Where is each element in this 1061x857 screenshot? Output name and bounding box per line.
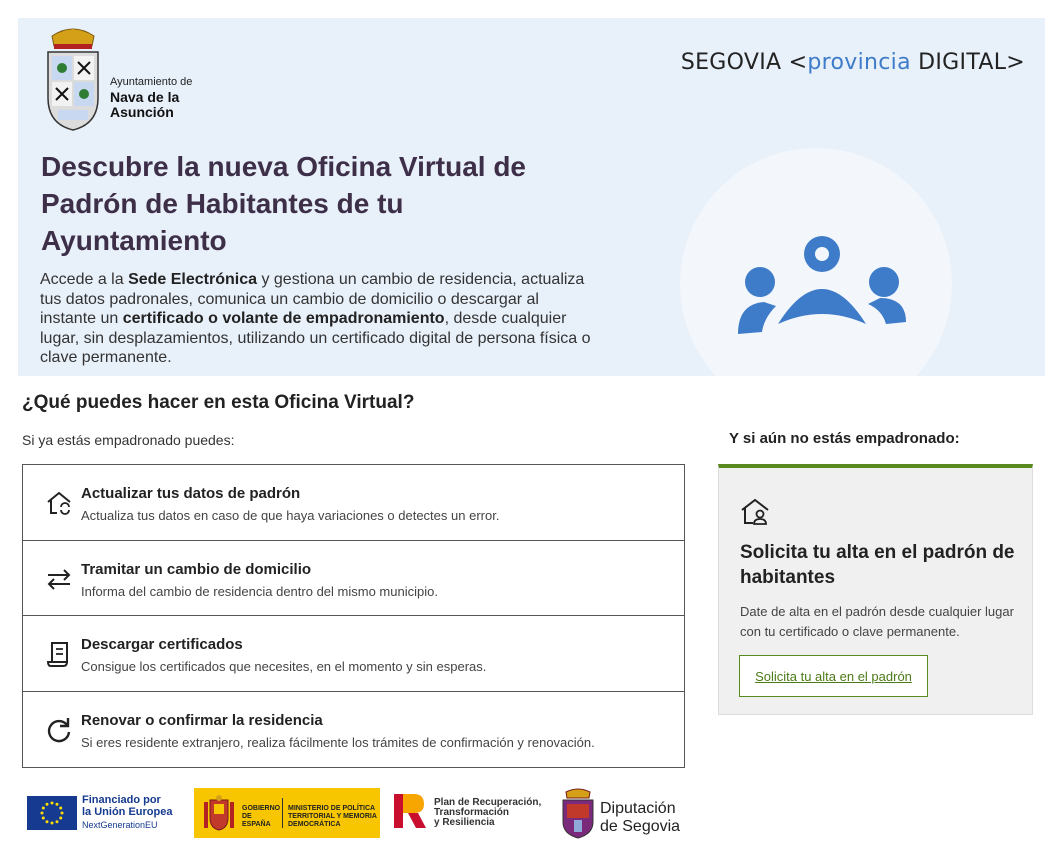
municipality-prefix: Ayuntamiento de [110, 76, 193, 88]
option-title: Tramitar un cambio de domicilio [81, 560, 312, 578]
hero-text-bold: certificado o volante de empadronamiento [122, 310, 445, 327]
people-group-icon [734, 234, 910, 340]
hero-banner [18, 18, 1045, 376]
spain-shield-icon [202, 794, 236, 832]
option-desc: Actualiza tus datos en caso de que haya variaciones o detectes un error. [81, 508, 500, 523]
section-title: ¿Qué puedes hacer en esta Oficina Virtual? [22, 392, 415, 413]
option-download-certificates[interactable] [23, 616, 684, 692]
option-title: Renovar o confirmar la residencia [81, 711, 323, 729]
ministry-text: MINISTERIO DE POLÍTICA TERRITORIAL Y MEMORIA DEMOCRÁTICA [288, 805, 377, 828]
coat-of-arms-icon [42, 26, 104, 132]
diputacion-text [600, 800, 680, 836]
register-card-title: Solicita tu alta en el padrón de habitantes [740, 542, 1015, 588]
home-user-icon [740, 498, 770, 526]
prtr-line: y Resiliencia [434, 817, 495, 828]
government-logo [194, 788, 380, 838]
option-desc: Informa del cambio de residencia dentro del mismo municipio. [81, 583, 438, 599]
municipality-logo [42, 26, 222, 136]
eu-stars-icon [27, 796, 77, 830]
option-title: Actualizar tus datos de padrón [81, 485, 301, 502]
options-list [22, 464, 685, 768]
dip-line: Diputación [600, 800, 676, 817]
eu-flag-icon [27, 796, 77, 830]
next-generation-text: NextGenerationEU [82, 820, 158, 830]
divider [282, 798, 283, 828]
register-card-desc: Date de alta en el padrón desde cualquier lugar con tu certificado o clave permanente. [740, 604, 1014, 639]
option-title: Descargar certificados [81, 636, 243, 653]
brand-part-4: DIGITAL> [910, 50, 1025, 75]
hero-title: Descubre la nueva Oficina Virtual de Padrón de Habitantes de tu Ayuntamiento [41, 151, 526, 256]
document-scroll-icon [45, 640, 73, 668]
hero-text-bold: Sede Electrónica [128, 271, 258, 288]
eu-funding-text [82, 794, 172, 818]
hero-description [40, 270, 595, 368]
prtr-line: Plan de Recuperación, [434, 797, 542, 808]
diputacion-shield-icon [560, 788, 596, 840]
option-desc: Si eres residente extranjero, realiza fácilmente los trámites de confirmación y renovación. [81, 734, 595, 750]
refresh-icon [45, 716, 73, 744]
hero-text-part: , desde cualquier lugar, sin desplazamientos, utilizando un certificado digital de persona física o clave permanente. [40, 310, 591, 366]
municipality-name: Nava de la Asunción [110, 89, 180, 120]
home-sync-icon [45, 489, 73, 517]
swap-arrows-icon [45, 565, 73, 593]
brand-part-2: provin [807, 50, 879, 75]
recovery-plan-text [434, 798, 541, 828]
funding-logos [0, 780, 1061, 850]
gobierno-espana-text: GOBIERNO DE ESPAÑA [242, 805, 281, 828]
hero-text-part: y gestiona un cambio de residencia, actualiza tus datos padronales, comunica un cambio de domicilio o descargar al instante un [40, 271, 585, 327]
prtr-line: Transformación [434, 807, 510, 818]
recovery-plan-logo-icon [390, 792, 430, 832]
option-update-data[interactable] [23, 465, 684, 541]
hero-text-part: Accede a la [40, 271, 129, 288]
option-renew-residence[interactable] [23, 692, 684, 768]
brand-part-3: cia [878, 50, 911, 75]
brand-part-1: SEGOVIA < [680, 50, 808, 75]
eu-line: Financiado por [82, 794, 161, 806]
section-subtitle: Si ya estás empadronado puedes: [22, 432, 235, 448]
segovia-digital-brand [681, 50, 1025, 75]
eu-line: la Unión Europea [82, 806, 173, 818]
register-card [718, 464, 1033, 715]
dip-line: de Segovia [600, 818, 681, 835]
register-button[interactable]: Solicita tu alta en el padrón [739, 655, 928, 697]
option-change-address[interactable] [23, 541, 684, 617]
side-title: Y si aún no estás empadronado: [729, 430, 960, 447]
option-desc: Consigue los certificados que necesites, en el momento y sin esperas. [81, 659, 487, 674]
